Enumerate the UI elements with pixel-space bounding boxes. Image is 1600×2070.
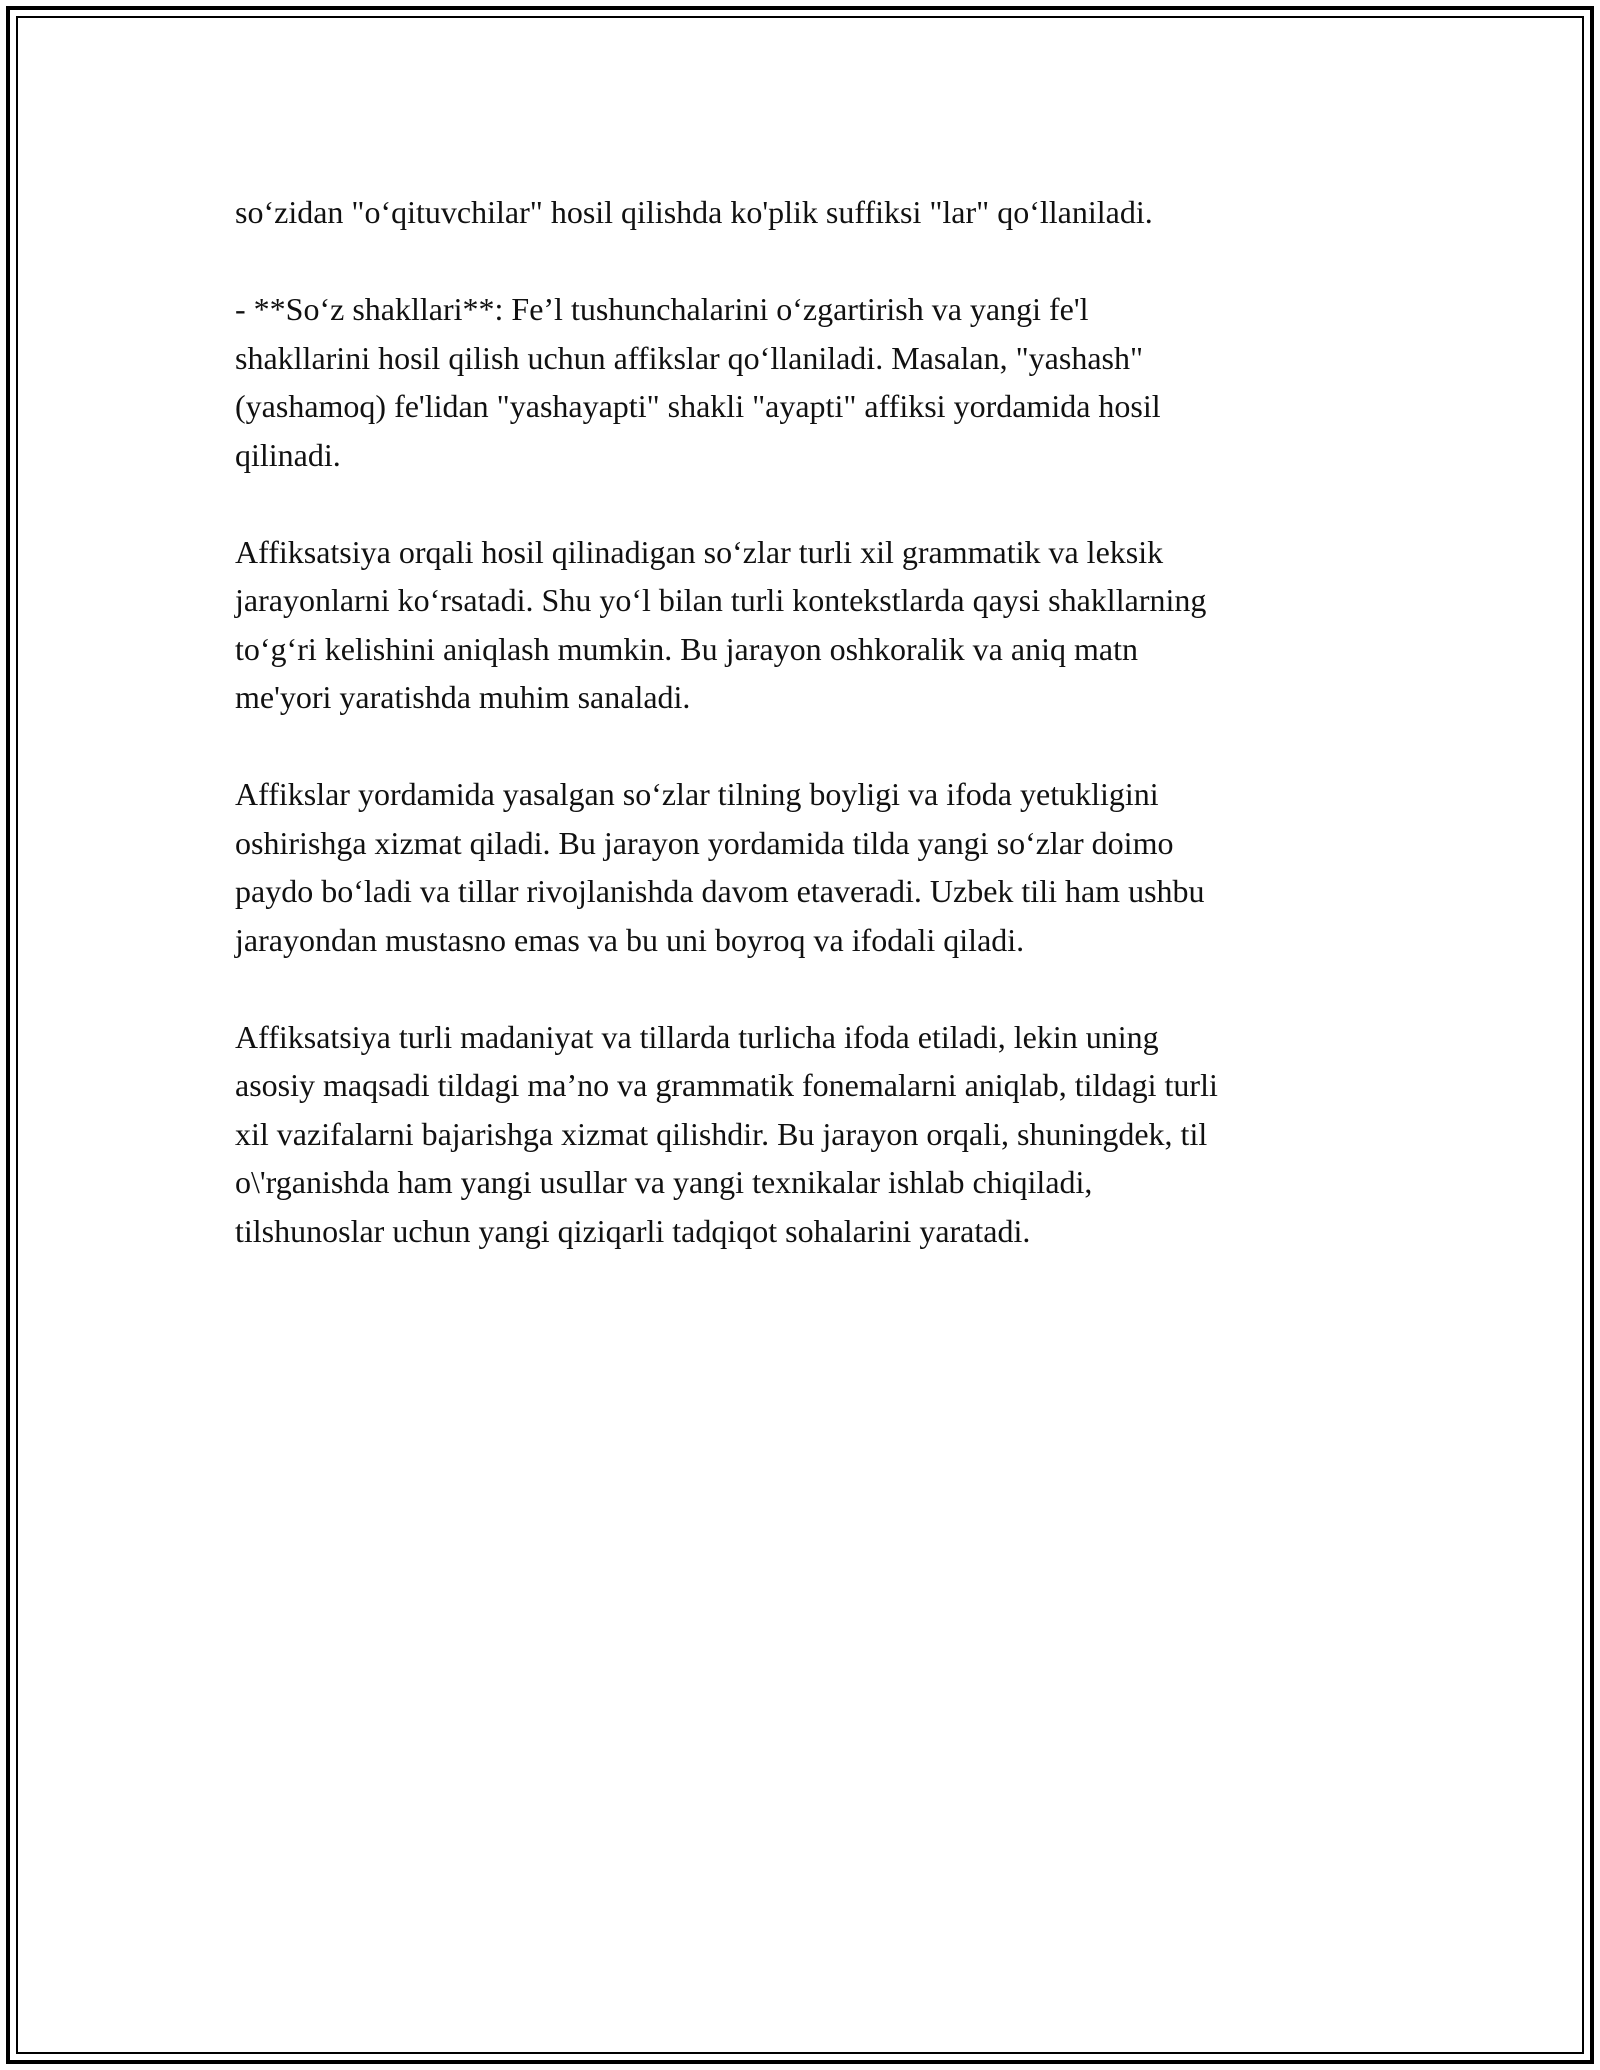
text-line: Affiksatsiya turli madaniyat va tillarda turlicha ifoda etiladi, lekin uning: [235, 1018, 1159, 1055]
text-line: jarayondan mustasno emas va bu uni boyroq va ifodali qiladi.: [235, 921, 1025, 958]
text-line: Affiksatsiya orqali hosil qilinadigan so‘zlar turli xil grammatik va leksik: [235, 533, 1164, 570]
text-line: o\'rganishda ham yangi usullar va yangi texnikalar ishlab chiqiladi,: [235, 1164, 1093, 1200]
paragraph: [235, 285, 1375, 479]
text-line: jarayonlarni ko‘rsatadi. Shu yo‘l bilan turli kontekstlarda qaysi shakllarning: [235, 582, 1207, 618]
text-line: xil vazifalarni bajarishga xizmat qilishdir. Bu jarayon orqali, shuningdek, til: [235, 1115, 1208, 1152]
text-line: (yashamoq) fe'lidan "yashayapti" shakli "ayapti" affiksi yordamida hosil: [235, 388, 1161, 424]
paragraph: [235, 188, 1375, 237]
text-line: oshirishga xizmat qiladi. Bu jarayon yordamida tilda yangi so‘zlar doimo: [235, 824, 1174, 861]
text-line: asosiy maqsadi tildagi ma’no va grammatik fonemalarni aniqlab, tildagi turli: [235, 1067, 1218, 1103]
text-line: shakllarini hosil qilish uchun affikslar qo‘llaniladi. Masalan, "yashash": [235, 339, 1144, 376]
paragraph: [235, 1013, 1375, 1256]
text-line: to‘g‘ri kelishini aniqlash mumkin. Bu jarayon oshkoralik va aniq matn: [235, 630, 1138, 667]
document-body: [235, 188, 1375, 1304]
text-line: paydo bo‘ladi va tillar rivojlanishda davom etaveradi. Uzbek tili ham ushbu: [235, 873, 1205, 909]
text-line: - **So‘z shakllari**: Fe’l tushunchalarini o‘zgartirish va yangi fe'l: [235, 291, 1089, 327]
text-line: qilinadi.: [235, 436, 341, 473]
paragraph: [235, 528, 1375, 722]
text-line: so‘zidan "o‘qituvchilar" hosil qilishda ko'plik suffiksi "lar" qo‘llaniladi.: [235, 194, 1153, 230]
text-line: tilshunoslar uchun yangi qiziqarli tadqiqot sohalarini yaratadi.: [235, 1212, 1031, 1249]
paragraph: [235, 770, 1375, 964]
text-line: Affikslar yordamida yasalgan so‘zlar tilning boyligi va ifoda yetukligini: [235, 776, 1159, 812]
text-line: me'yori yaratishda muhim sanaladi.: [235, 679, 691, 715]
